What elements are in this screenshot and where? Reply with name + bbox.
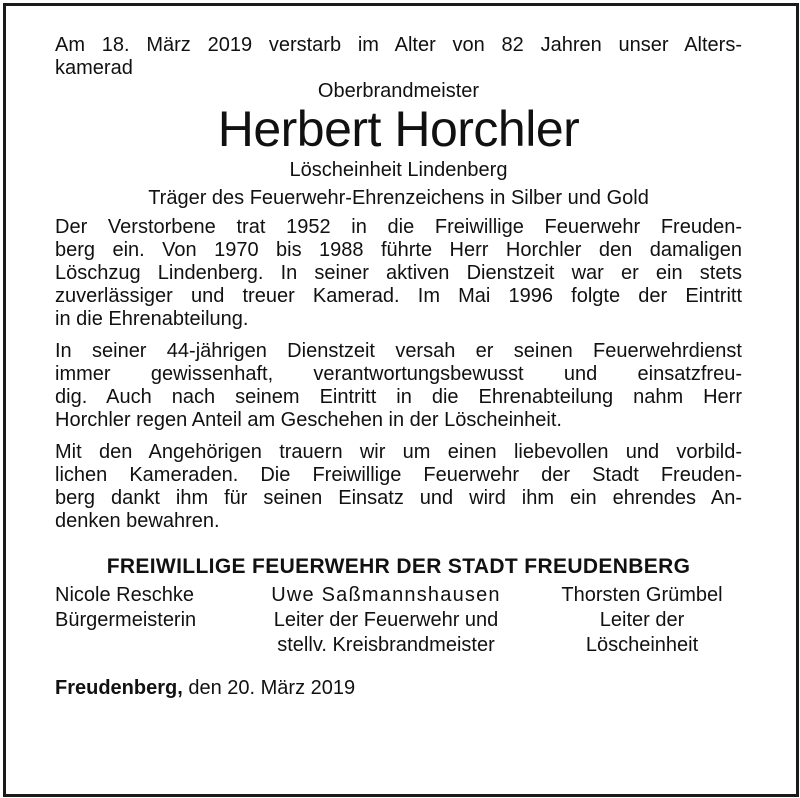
signatory-unit-leader (542, 583, 742, 658)
paragraph-line: in die Ehrenabteilung. (55, 308, 249, 330)
signatory-role: Löscheinheit (585, 634, 699, 656)
paragraph-service (55, 216, 742, 331)
intro-text (55, 34, 742, 80)
signatory-name: Thorsten Grümbel (561, 584, 723, 606)
paragraph-line: berg ein. Von 1970 bis 1988 führte Herr Horchler den damaligen (55, 239, 742, 261)
signatory-mayor (55, 583, 230, 658)
paragraph-line: In seiner 44-jährigen Dienstzeit versah er seinen Feuerwehrdienst (55, 340, 742, 362)
paragraph-line: Löschzug Lindenberg. In seiner aktiven Dienstzeit war er ein stets (55, 262, 742, 284)
paragraph-line: berg dankt ihm für seinen Einsatz und wird ihm ein ehrendes An- (55, 487, 742, 509)
intro-line: kamerad (55, 57, 133, 79)
deceased-rank: Oberbrandmeister (317, 80, 480, 102)
signatories (55, 583, 742, 658)
paragraph-line: Horchler regen Anteil am Geschehen in der Löscheinheit. (55, 409, 562, 431)
signatory-role: Bürgermeisterin (55, 609, 197, 631)
place-and-date (55, 676, 742, 700)
paragraph-mourning (55, 441, 742, 533)
signatory-fire-chief (251, 583, 521, 658)
paragraph-line: zuverlässiger und treuer Kamerad. Im Mai 1996 folgte der Eintritt (55, 285, 742, 307)
paragraph-dedication (55, 340, 742, 432)
obituary-notice (55, 34, 742, 700)
organization-name: FREIWILLIGE FEUERWEHR DER STADT FREUDENBERG (106, 555, 691, 578)
intro-line: Am 18. März 2019 verstarb im Alter von 82 Jahren unser Alters- (55, 34, 742, 56)
signatory-name: Nicole Reschke (55, 584, 194, 606)
deceased-unit: Löscheinheit Lindenberg (289, 159, 508, 181)
paragraph-line: immer gewissenhaft, verantwortungsbewusst und einsatzfreu- (55, 363, 742, 385)
deceased-honor: Träger des Feuerwehr-Ehrenzeichens in Silber und Gold (148, 187, 649, 209)
signatory-role: Leiter der Feuerwehr und (273, 609, 499, 631)
place-date: den 20. März 2019 (188, 677, 356, 699)
signatory-name: Uwe Saßmannshausen (271, 584, 501, 606)
paragraph-line: Der Verstorbene trat 1952 in die Freiwillige Feuerwehr Freuden- (55, 216, 742, 238)
paragraph-line: dig. Auch nach seinem Eintritt in die Ehrenabteilung nahm Herr (55, 386, 742, 408)
signatory-role: stellv. Kreisbrandmeister (277, 634, 495, 656)
paragraph-line: Mit den Angehörigen trauern wir um einen liebevollen und vorbild- (55, 441, 742, 463)
deceased-name: Herbert Horchler (217, 101, 580, 157)
place-city: Freudenberg, (55, 677, 183, 699)
signatory-role: Leiter der (599, 609, 685, 631)
paragraph-line: lichen Kameraden. Die Freiwillige Feuerwehr der Stadt Freuden- (55, 464, 742, 486)
paragraph-line: denken bewahren. (55, 510, 220, 532)
